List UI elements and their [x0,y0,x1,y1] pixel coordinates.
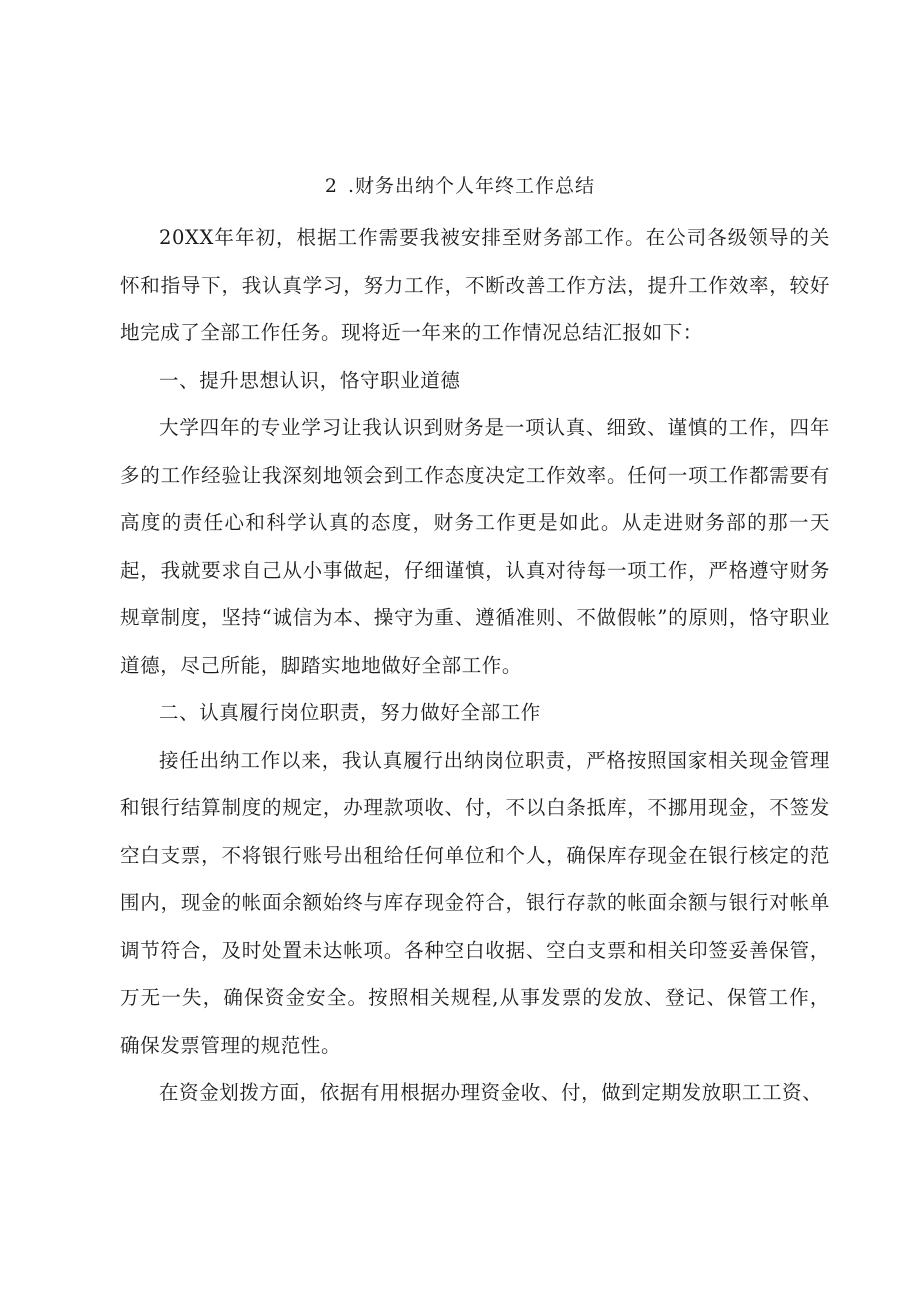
document-title [0,172,920,200]
title-text: .财务出纳个人年终工作总结 [348,175,596,197]
intro-paragraph: 20XX年年初，根据工作需要我被安排至财务部工作。在公司各级领导的关怀和指导下，我认真学习，努力工作，不断改善工作方法，提升工作效率，较好地完成了全部工作任务。现将近一年来的工作情况总结汇报如下： [120,226,830,344]
section-1-paragraph: 大学四年的专业学习让我认识到财务是一项认真、细致、谨慎的工作，四年多的工作经验让我深刻地领会到工作态度决定工作效率。任何一项工作都需要有高度的责任心和科学认真的态度，财务工作更是如此。从走进财务部的那一天起，我就要求自己从小事做起，仔细谨慎，认真对待每一项工作，严格遵守财务规章制度，坚持“诚信为本、操守为重、遵循准则、不做假帐”的原则，恪守职业道德，尽己所能，脚踏实地地做好全部工作。 [120,416,830,677]
section-3-paragraph: 在资金划拨方面，依据有用根据办理资金收、付，做到定期发放职工工资、 [159,1081,823,1104]
document-body [120,214,830,1117]
section-2-paragraph: 接任出纳工作以来，我认真履行出纳岗位职责，严格按照国家相关现金管理和银行结算制度的规定，办理款项收、付，不以白条抵库，不挪用现金，不签发空白支票，不将银行账号出租给任何单位和个人，确保库存现金在银行核定的范围内，现金的帐面余额始终与库存现金符合，银行存款的帐面余额与银行对帐单调节符合，及时处置未达帐项。各种空白收据、空白支票和相关印签妥善保管，万无一失，确保资金安全。按照相关规程,从事发票的发放、登记、保管工作，确保发票管理的规范性。 [120,748,830,1057]
section-1-heading: 一、提升思想认识，恪守职业道德 [159,368,461,392]
section-2-heading: 二、认真履行岗位职责，努力做好全部工作 [159,701,541,724]
title-number: 2 [324,175,339,197]
